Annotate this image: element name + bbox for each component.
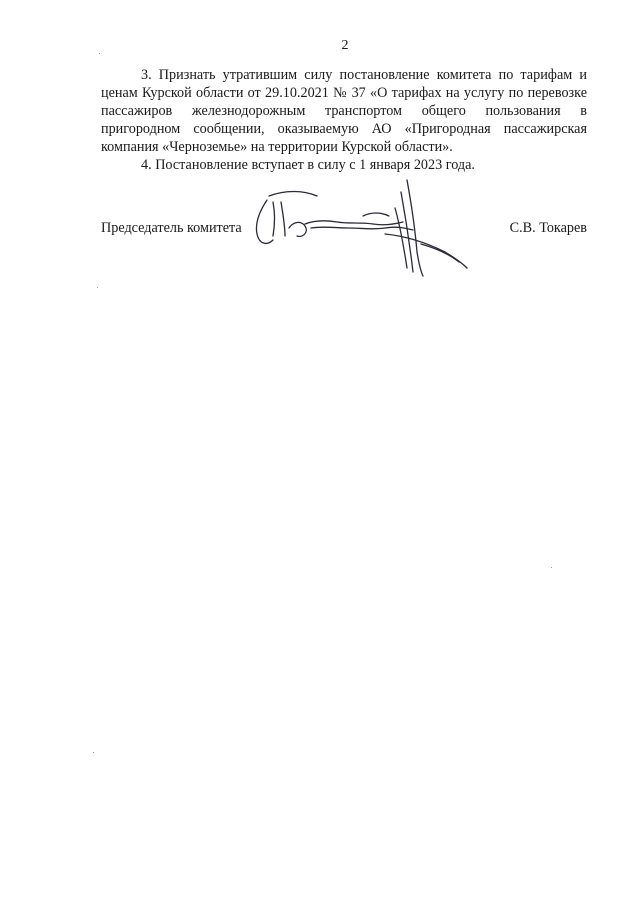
scan-speck	[99, 53, 100, 54]
signatory-title: Председатель комитета	[101, 220, 242, 236]
paragraph-3: 3. Признать утратившим силу постановление комитета по тарифам и ценам Курской области от 29.10.2021 № 37 «О тарифах на услугу по перевозке пассажиров железнодорожным транспортом общего пользования в пригородном сообщении, оказываемую АО «Пригородная пассажирская компания «Черноземье» на территории Курской области».	[101, 67, 587, 155]
scan-speck	[551, 567, 552, 568]
scan-speck	[93, 752, 94, 753]
paragraph-4: 4. Постановление вступает в силу с 1 января 2023 года.	[141, 157, 475, 173]
signatory-name: С.В. Токарев	[509, 220, 587, 236]
signature-block	[101, 220, 587, 240]
scan-speck	[97, 287, 98, 288]
document-body	[101, 66, 587, 174]
page-number: 2	[341, 38, 349, 53]
